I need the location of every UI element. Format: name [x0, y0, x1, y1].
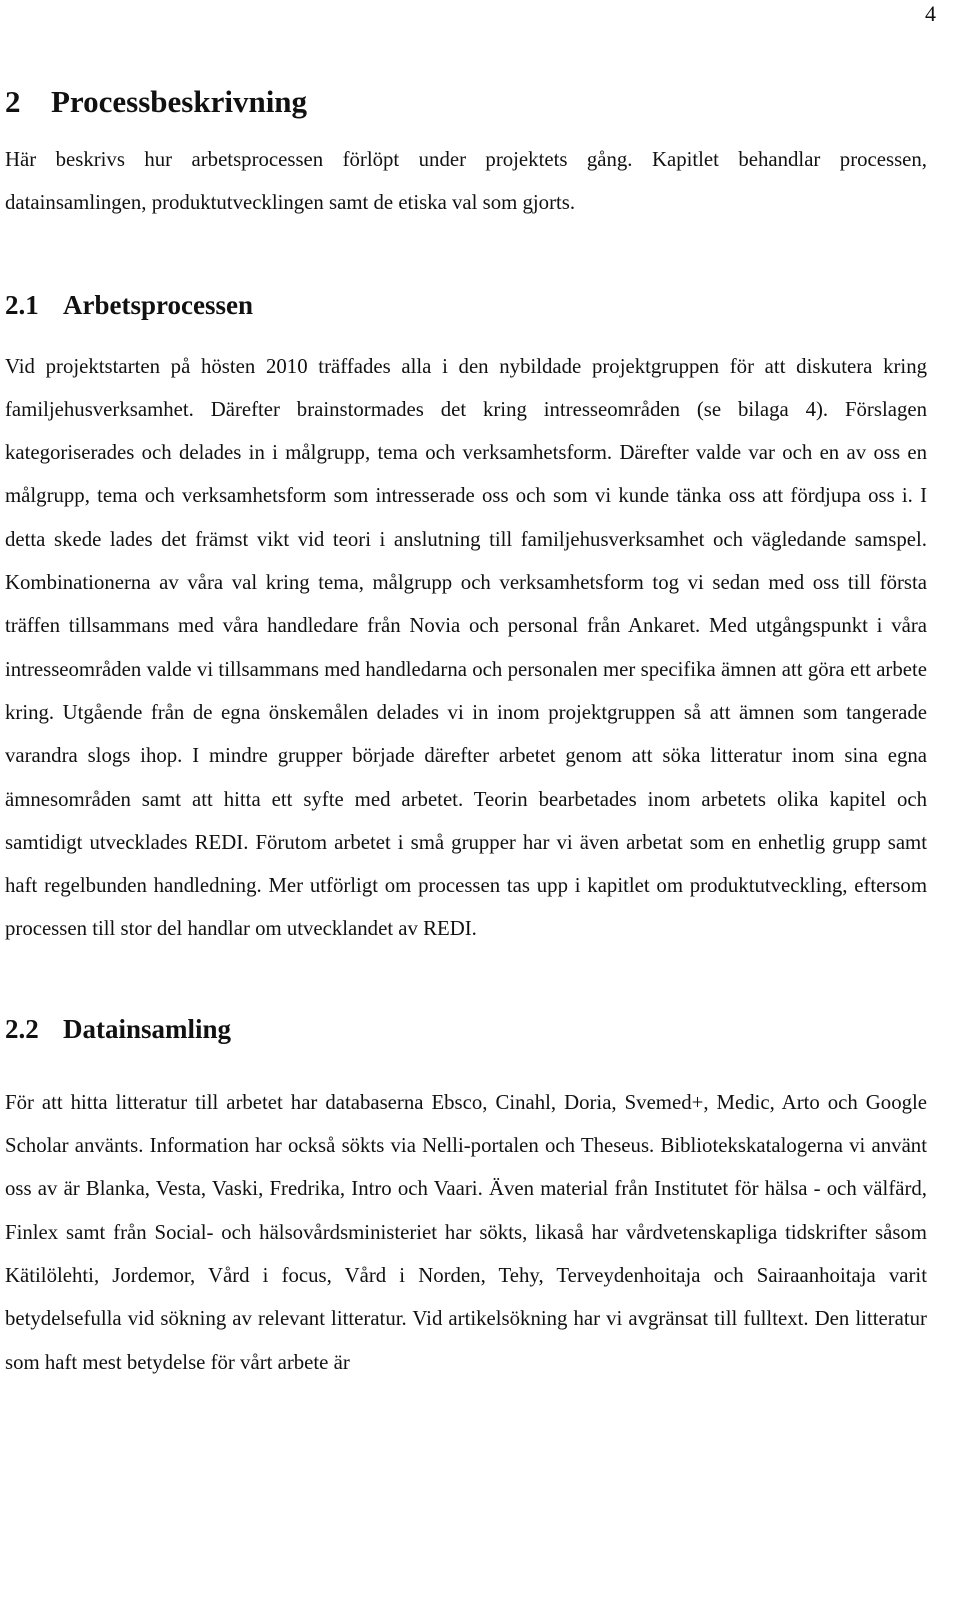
- document-body: [5, 80, 927, 1384]
- section-2-2-number: 2.2: [5, 1013, 39, 1044]
- chapter-heading: [5, 80, 927, 124]
- section-2-1-heading: [5, 285, 927, 325]
- chapter-title: Processbeskrivning: [51, 84, 308, 119]
- section-2-2-paragraph: För att hitta litteratur till arbetet har databaserna Ebsco, Cinahl, Doria, Svemed+, Medic, Arto och Google Scholar använts. Information har också sökts via Nelli-portalen och Theseus. Bibliotekskatalogerna vi använt oss av är Blanka, Vesta, Vaski, Fredrika, Intro och Vaari. Även material från Institutet för hälsa - och välfärd, Finlex samt från Social- och hälsovårdsministeriet har sökts, likaså har vårdvetenskapliga tidskrifter såsom Kätilölehti, Jordemor, Vård i focus, Vård i Norden, Tehy, Terveydenhoitaja och Sairaanhoitaja varit betydelsefulla vid sökning av relevant litteratur. Vid artikelsökning har vi avgränsat till fulltext. Den litteratur som haft mest betydelse för vårt arbete är: [5, 1090, 927, 1374]
- section-2-1-title: Arbetsprocessen: [63, 289, 253, 320]
- section-2-2-title: Datainsamling: [63, 1013, 232, 1044]
- section-2-2-heading: [5, 1009, 927, 1049]
- section-2-1-paragraph: Vid projektstarten på hösten 2010 träffades alla i den nybildade projektgruppen för att diskutera kring familjehusverksamhet. Därefter brainstormades det kring intresseområden (se bilaga 4). Förslagen kategoriserades och delades in i målgrupp, tema och verksamhetsform. Därefter valde var och en av oss en målgrupp, tema och verksamhetsform som intresserade oss och som vi kunde tänka oss att fördjupa oss i. I detta skede lades det främst vikt vid teori i anslutning till familjehusverksamhet och vägledande samspel. Kombinationerna av våra val kring tema, målgrupp och verksamhetsform tog vi sedan med oss till första träffen tillsammans med våra handledare från Novia och personal från Ankaret. Med utgångspunkt i våra intresseområden valde vi tillsammans med handledarna och personalen mer specifika ämnen att göra ett arbete kring. Utgående från de egna önskemålen delades vi in inom projektgruppen så att ämnen som tangerade varandra slogs ihop. I mindre grupper började därefter arbetet genom att söka litteratur inom sina egna ämnesområden samt att hitta ett syfte med arbetet. Teorin bearbetades inom arbetets olika kapitel och samtidigt utvecklades REDI. Förutom arbetet i små grupper har vi även arbetat som en enhetlig grupp samt haft regelbunden handledning. Mer utförligt om processen tas upp i kapitlet om produktutveckling, eftersom processen till stor del handlar om utvecklandet av REDI.: [5, 354, 927, 941]
- chapter-number: 2: [5, 84, 21, 119]
- chapter-intro-paragraph: Här beskrivs hur arbetsprocessen förlöpt under projektets gång. Kapitlet behandlar processen, datainsamlingen, produktutvecklingen samt de etiska val som gjorts.: [5, 148, 927, 215]
- page-number: 4: [925, 1, 936, 26]
- section-2-1-number: 2.1: [5, 289, 39, 320]
